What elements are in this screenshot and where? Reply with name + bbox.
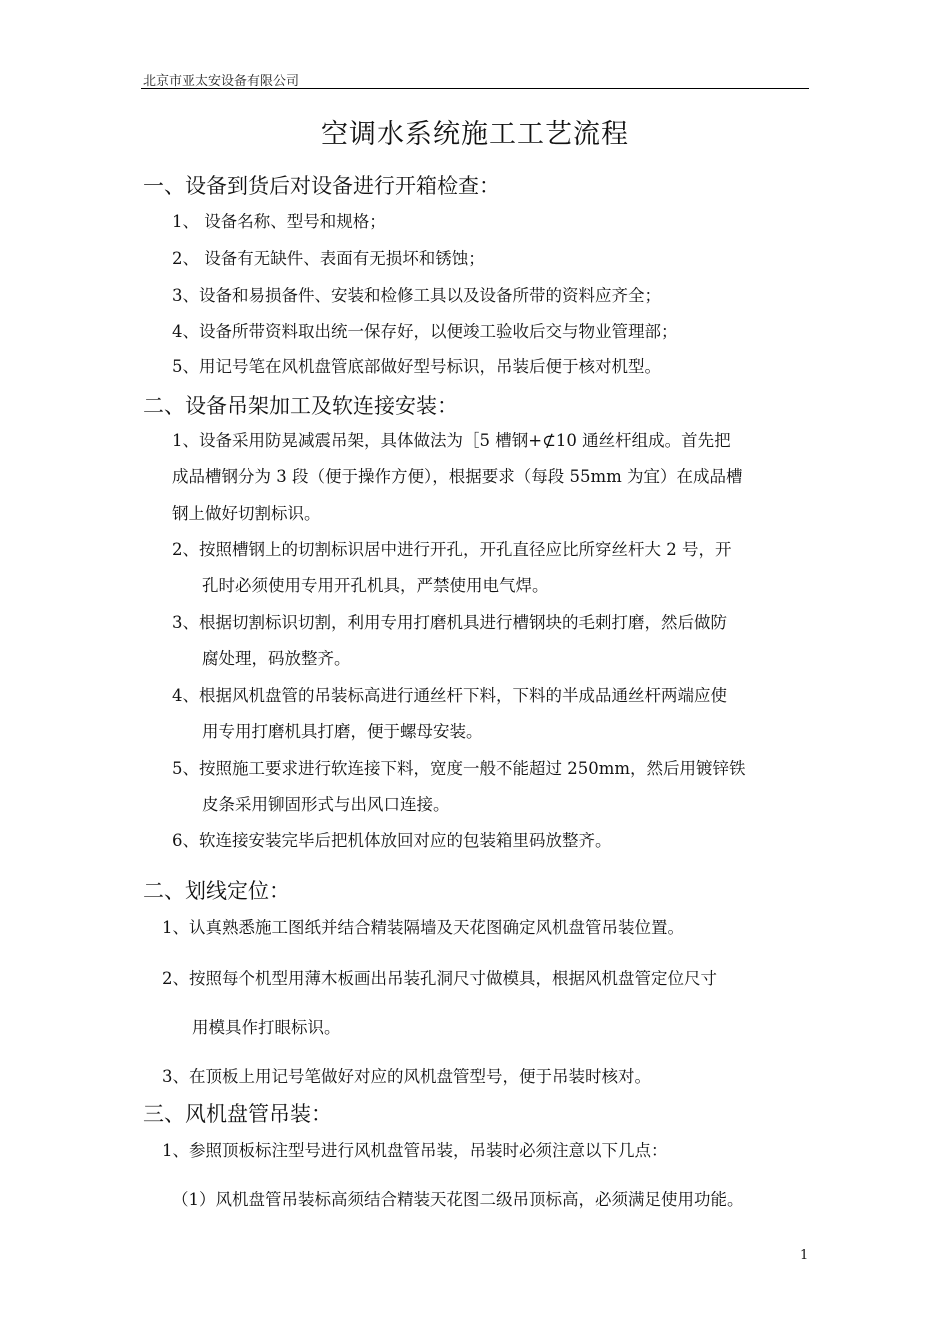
list-item: 1、 设备名称、型号和规格； (172, 212, 386, 231)
paragraph-line: 6、软连接安装完毕后把机体放回对应的包装箱里码放整齐。 (172, 831, 612, 850)
paragraph-line: 3、在顶板上用记号笔做好对应的风机盘管型号，便于吊装时核对。 (162, 1067, 651, 1086)
paragraph-line: 2、按照槽钢上的切割标识居中进行开孔，开孔直径应比所穿丝杆大 2 号，开 (172, 540, 732, 559)
list-item: 3、设备和易损备件、安装和检修工具以及设备所带的资料应齐全； (172, 286, 661, 305)
paragraph-line: 用模具作打眼标识。 (192, 1018, 341, 1037)
section-heading-hanger-fabrication: 二、设备吊架加工及软连接安装： (143, 394, 458, 418)
page-title: 空调水系统施工工艺流程 (321, 119, 629, 150)
paragraph-line: 腐处理，码放整齐。 (202, 649, 351, 668)
paragraph-line: 皮条采用铆固形式与出风口连接。 (202, 795, 450, 814)
paragraph-line: 用专用打磨机具打磨，便于螺母安装。 (202, 722, 483, 741)
paragraph-line: （1）风机盘管吊装标高须结合精装天花图二级吊顶标高，必须满足使用功能。 (172, 1190, 744, 1209)
paragraph-line: 1、设备采用防晃减震吊架，具体做法为［5 槽钢+⊄10 通丝杆组成。首先把 (172, 431, 731, 450)
list-item: 2、 设备有无缺件、表面有无损坏和锈蚀； (172, 249, 485, 268)
paragraph-line: 成品槽钢分为 3 段（便于操作方便），根据要求（每段 55mm 为宜）在成品槽 (172, 467, 743, 486)
paragraph-line: 2、按照每个机型用薄木板画出吊装孔洞尺寸做模具，根据风机盘管定位尺寸 (162, 969, 717, 988)
section-heading-fan-coil-hoisting: 三、风机盘管吊装： (143, 1102, 332, 1126)
section-heading-marking-positioning: 二、划线定位： (143, 879, 290, 903)
paragraph-line: 1、参照顶板标注型号进行风机盘管吊装，吊装时必须注意以下几点： (162, 1141, 668, 1160)
paragraph-line: 1、认真熟悉施工图纸并结合精装隔墙及天花图确定风机盘管吊装位置。 (162, 918, 684, 937)
paragraph-line: 4、根据风机盘管的吊装标高进行通丝杆下料，下料的半成品通丝杆两端应使 (172, 686, 727, 705)
header-company-name: 北京市亚太安设备有限公司 (143, 74, 300, 89)
paragraph-line: 3、根据切割标识切割，利用专用打磨机具进行槽钢块的毛刺打磨，然后做防 (172, 613, 727, 632)
list-item: 5、用记号笔在风机盘管底部做好型号标识，吊装后便于核对机型。 (172, 357, 661, 376)
section-heading-inspection: 一、设备到货后对设备进行开箱检查： (143, 174, 500, 198)
list-item: 4、设备所带资料取出统一保存好，以便竣工验收后交与物业管理部； (172, 322, 678, 341)
header-divider (141, 88, 809, 89)
page-number: 1 (800, 1248, 809, 1263)
paragraph-line: 孔时必须使用专用开孔机具，严禁使用电气焊。 (202, 576, 549, 595)
paragraph-line: 5、按照施工要求进行软连接下料，宽度一般不能超过 250mm，然后用镀锌铁 (172, 759, 746, 778)
paragraph-line: 钢上做好切割标识。 (172, 504, 321, 523)
